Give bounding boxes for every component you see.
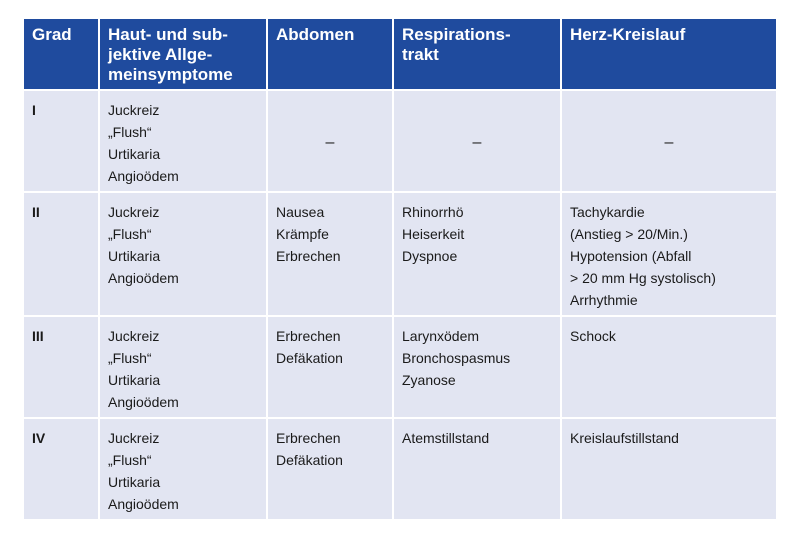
header-abdomen [268, 19, 392, 89]
cell-grade: III [24, 317, 98, 417]
cell-cardio [562, 193, 776, 315]
cell-line: Juckreiz [108, 430, 160, 446]
cell-skin [100, 317, 266, 417]
cell-line: Dyspnoe [402, 248, 458, 264]
cell-line: Larynxödem [402, 328, 480, 344]
table-row [24, 317, 776, 417]
header-line: Respirations- [402, 25, 511, 44]
cell-line: Zyanose [402, 372, 456, 388]
cell-abdomen [268, 317, 392, 417]
cell-abdomen [268, 91, 392, 191]
cell-grade: I [24, 91, 98, 191]
header-line: Abdomen [276, 25, 355, 44]
cell-line: Erbrechen [276, 430, 341, 446]
cell-line: Bronchospasmus [402, 350, 511, 366]
table-row [24, 419, 776, 519]
cell-line: Nausea [276, 204, 325, 220]
cell-grade: IV [24, 419, 98, 519]
cell-line: Defäkation [276, 350, 343, 366]
cell-line: Angioödem [108, 270, 179, 286]
table-row [24, 91, 776, 191]
cell-line: Urtikaria [108, 372, 161, 388]
cell-line: „Flush“ [108, 452, 152, 468]
cell-line: Urtikaria [108, 146, 161, 162]
cell-respiratory [394, 91, 560, 191]
cell-line: „Flush“ [108, 350, 152, 366]
header-skin-symptoms [100, 19, 266, 89]
header-line: trakt [402, 45, 439, 64]
anaphylaxis-grade-table-container [22, 17, 774, 521]
header-line: Herz-Kreislauf [570, 25, 686, 44]
cell-line: Arrhythmie [570, 292, 638, 308]
header-line: meinsymptome [108, 65, 233, 84]
cell-respiratory [394, 419, 560, 519]
table-body [24, 91, 776, 519]
cell-grade: II [24, 193, 98, 315]
cell-line: „Flush“ [108, 226, 152, 242]
cell-respiratory [394, 317, 560, 417]
cell-line: Kreislaufstillstand [570, 430, 679, 446]
cell-line: Defäkation [276, 452, 343, 468]
cell-line: Juckreiz [108, 204, 160, 220]
header-line: jektive Allge- [108, 45, 213, 64]
header-grade [24, 19, 98, 89]
cell-line: Angioödem [108, 496, 179, 512]
cell-line: – [472, 134, 482, 151]
cell-cardio [562, 91, 776, 191]
cell-line: Angioödem [108, 168, 179, 184]
cell-line: Tachykardie [570, 204, 645, 220]
cell-line: – [664, 134, 674, 151]
cell-line: Juckreiz [108, 102, 160, 118]
header-respiratory [394, 19, 560, 89]
cell-line: Heiserkeit [402, 226, 465, 242]
cell-skin [100, 193, 266, 315]
cell-line: Angioödem [108, 394, 179, 410]
cell-cardio [562, 317, 776, 417]
cell-line: Schock [570, 328, 616, 344]
cell-line: Erbrechen [276, 328, 341, 344]
cell-line: > 20 mm Hg systolisch) [570, 270, 716, 286]
cell-line: Urtikaria [108, 474, 161, 490]
cell-skin [100, 91, 266, 191]
cell-line: Atemstillstand [402, 430, 490, 446]
cell-line: „Flush“ [108, 124, 152, 140]
table-header [24, 19, 776, 89]
anaphylaxis-grade-table [22, 17, 778, 521]
cell-line: – [325, 134, 335, 151]
cell-line: (Anstieg > 20/Min.) [570, 226, 688, 242]
cell-line: Hypotension (Abfall [570, 248, 692, 264]
header-cardiovascular [562, 19, 776, 89]
table-row [24, 193, 776, 315]
cell-line: Rhinorrhö [402, 204, 464, 220]
cell-cardio [562, 419, 776, 519]
cell-line: Krämpfe [276, 226, 329, 242]
cell-line: Urtikaria [108, 248, 161, 264]
header-row [24, 19, 776, 89]
cell-respiratory [394, 193, 560, 315]
cell-abdomen [268, 419, 392, 519]
header-line: Grad [32, 25, 72, 44]
cell-line: Juckreiz [108, 328, 160, 344]
header-line: Haut- und sub- [108, 25, 228, 44]
cell-line: Erbrechen [276, 248, 341, 264]
cell-abdomen [268, 193, 392, 315]
cell-skin [100, 419, 266, 519]
